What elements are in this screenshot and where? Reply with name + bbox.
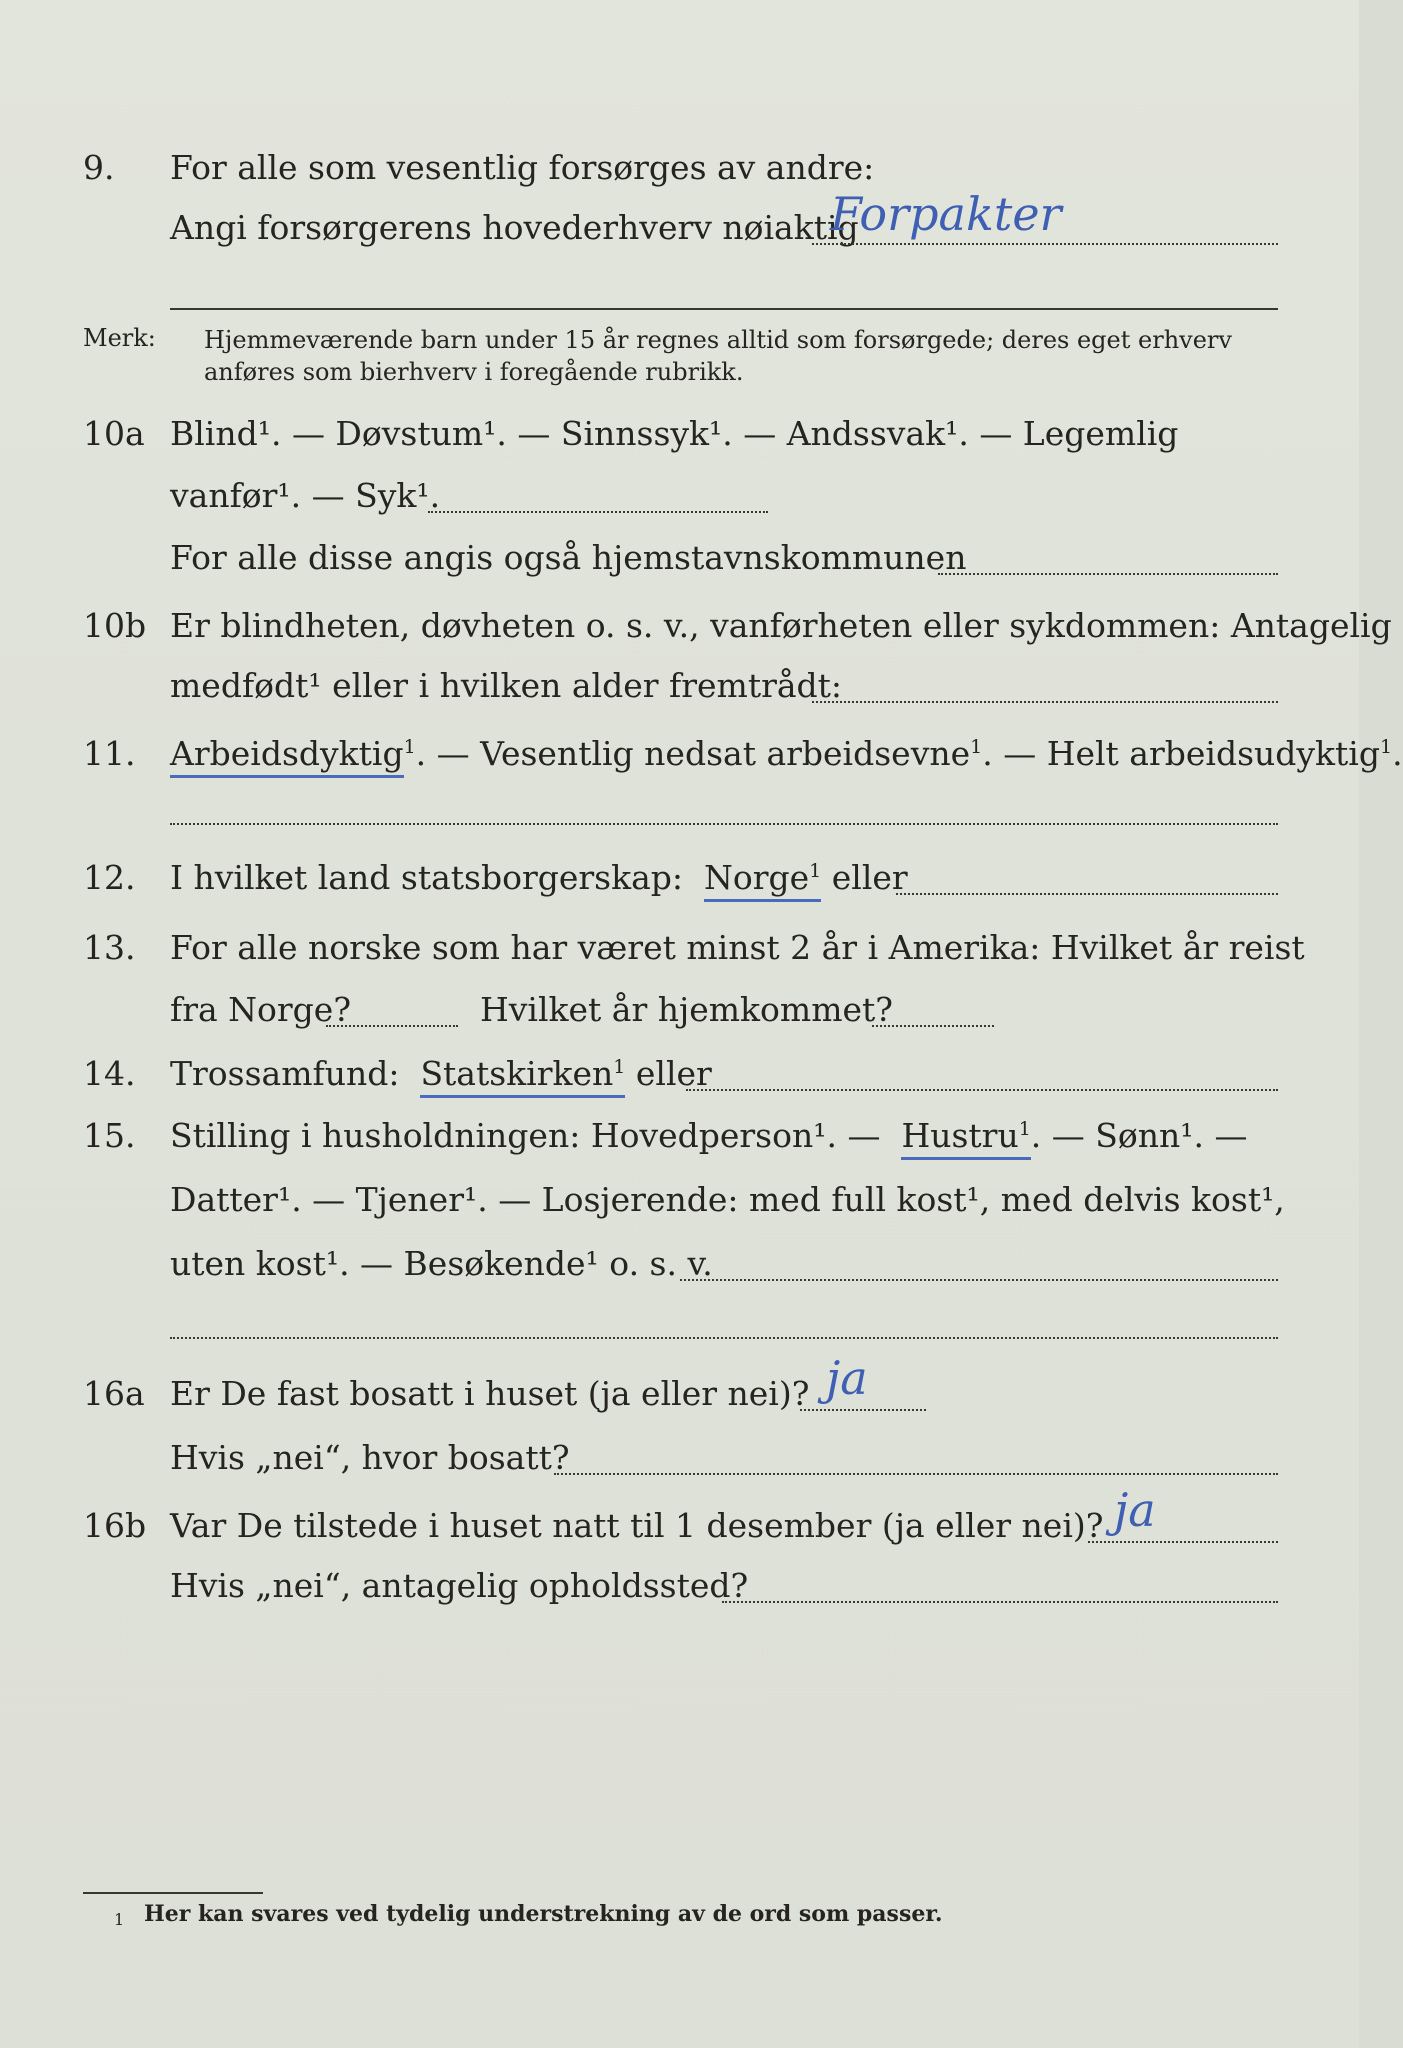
question-16b-answer-line — [1088, 1540, 1278, 1543]
question-16b-handwritten-answer: ja — [1114, 1483, 1156, 1537]
question-16a-residence-line — [554, 1472, 1278, 1475]
question-10b-text2: medfødt¹ eller i hvilken alder fremtrådt: — [170, 666, 843, 705]
question-12-answer-line — [896, 892, 1278, 895]
merk-line2: anføres som bierhverv i foregående rubrikk. — [204, 358, 744, 386]
option-statskirken-underlined: Statskirken$^1$ — [420, 1054, 625, 1098]
question-15-text: Stilling i husholdningen: Hovedperson¹. — Hustru$^1$. — Sønn¹. — — [170, 1116, 1247, 1156]
question-9-prompt: Angi forsørgerens hovederhverv nøiaktig — [170, 208, 859, 247]
question-9-answer-line — [812, 242, 1278, 245]
question-15-answer-line2 — [170, 1336, 1278, 1339]
question-11-answer-line — [170, 822, 1278, 825]
option-norge-underlined: Norge$^1$ — [704, 858, 821, 902]
question-10a-text: Blind¹. — Døvstum¹. — Sinnssyk¹. — Andssvak¹. — Legemlig — [170, 414, 1179, 453]
question-13-year-returned-line — [872, 1024, 994, 1027]
question-14-number: 14. — [83, 1054, 136, 1093]
question-10a-number: 10a — [83, 414, 145, 453]
question-15-number: 15. — [83, 1116, 136, 1155]
footnote-rule — [83, 1892, 263, 1894]
question-10b-number: 10b — [83, 606, 147, 645]
footnote-mark: 1 — [114, 1910, 125, 1929]
question-16b-number: 16b — [83, 1506, 147, 1545]
question-10a-answer-line — [428, 510, 768, 513]
question-16b-text: Var De tilstede i huset natt til 1 desember (ja eller nei)? — [170, 1506, 1104, 1545]
question-16a-text2: Hvis „nei“, hvor bosatt? — [170, 1438, 570, 1477]
question-12-number: 12. — [83, 858, 136, 897]
question-13-year-left-line — [326, 1024, 458, 1027]
question-16a-handwritten-answer: ja — [826, 1351, 868, 1405]
question-10a-text2: vanfør¹. — Syk¹. — [170, 476, 441, 515]
question-15-text2: Datter¹. — Tjener¹. — Losjerende: med full kost¹, med delvis kost¹, — [170, 1180, 1285, 1219]
question-13-text2a: fra Norge? — [170, 990, 352, 1029]
question-14-text: Trossamfund: Statskirken$^1$ eller — [170, 1054, 712, 1094]
question-13-text: For alle norske som har været minst 2 år i Amerika: Hvilket år reist — [170, 928, 1305, 967]
question-10b-text: Er blindheten, døvheten o. s. v., vanførheten eller sykdommen: Antagelig — [170, 606, 1392, 645]
question-14-answer-line — [686, 1088, 1278, 1091]
question-16a-text: Er De fast bosatt i huset (ja eller nei)? — [170, 1374, 810, 1413]
question-15-text3: uten kost¹. — Besøkende¹ o. s. v. — [170, 1244, 713, 1283]
footnote-text: Her kan svares ved tydelig understrekning av de ord som passer. — [144, 1901, 943, 1927]
merk-line1: Hjemmeværende barn under 15 år regnes alltid som forsørgede; deres eget erhverv — [204, 326, 1232, 354]
question-13-number: 13. — [83, 928, 136, 967]
option-arbeidsdyktig-underlined: Arbeidsdyktig — [170, 734, 404, 778]
question-9-number: 9. — [83, 148, 115, 187]
question-11-options: Arbeidsdyktig$^1$. — Vesentlig nedsat arbeidsevne$^1$. — Helt arbeidsudyktig$^1$. — [170, 734, 1403, 774]
question-9-text: For alle som vesentlig forsørges av andre: — [170, 148, 875, 187]
option-hustru-underlined: Hustru$^1$ — [901, 1116, 1030, 1160]
question-16a-number: 16a — [83, 1374, 145, 1413]
question-16b-text2: Hvis „nei“, antagelig opholdssted? — [170, 1566, 749, 1605]
question-9-handwritten-answer: Forpakter — [830, 187, 1062, 241]
question-11-number: 11. — [83, 734, 136, 773]
question-15-answer-line — [680, 1278, 1278, 1281]
question-13-text2b: Hvilket år hjemkommet? — [480, 990, 893, 1029]
question-12-text: I hvilket land statsborgerskap: Norge$^1$ eller — [170, 858, 908, 898]
question-16b-location-line — [722, 1600, 1278, 1603]
question-10a-answer-line2 — [938, 572, 1278, 575]
divider — [170, 308, 1278, 310]
merk-label: Merk: — [83, 324, 156, 352]
question-10b-answer-line — [812, 700, 1278, 703]
question-10a-text3: For alle disse angis også hjemstavnskommunen — [170, 538, 967, 577]
question-16a-answer-line — [800, 1408, 926, 1411]
